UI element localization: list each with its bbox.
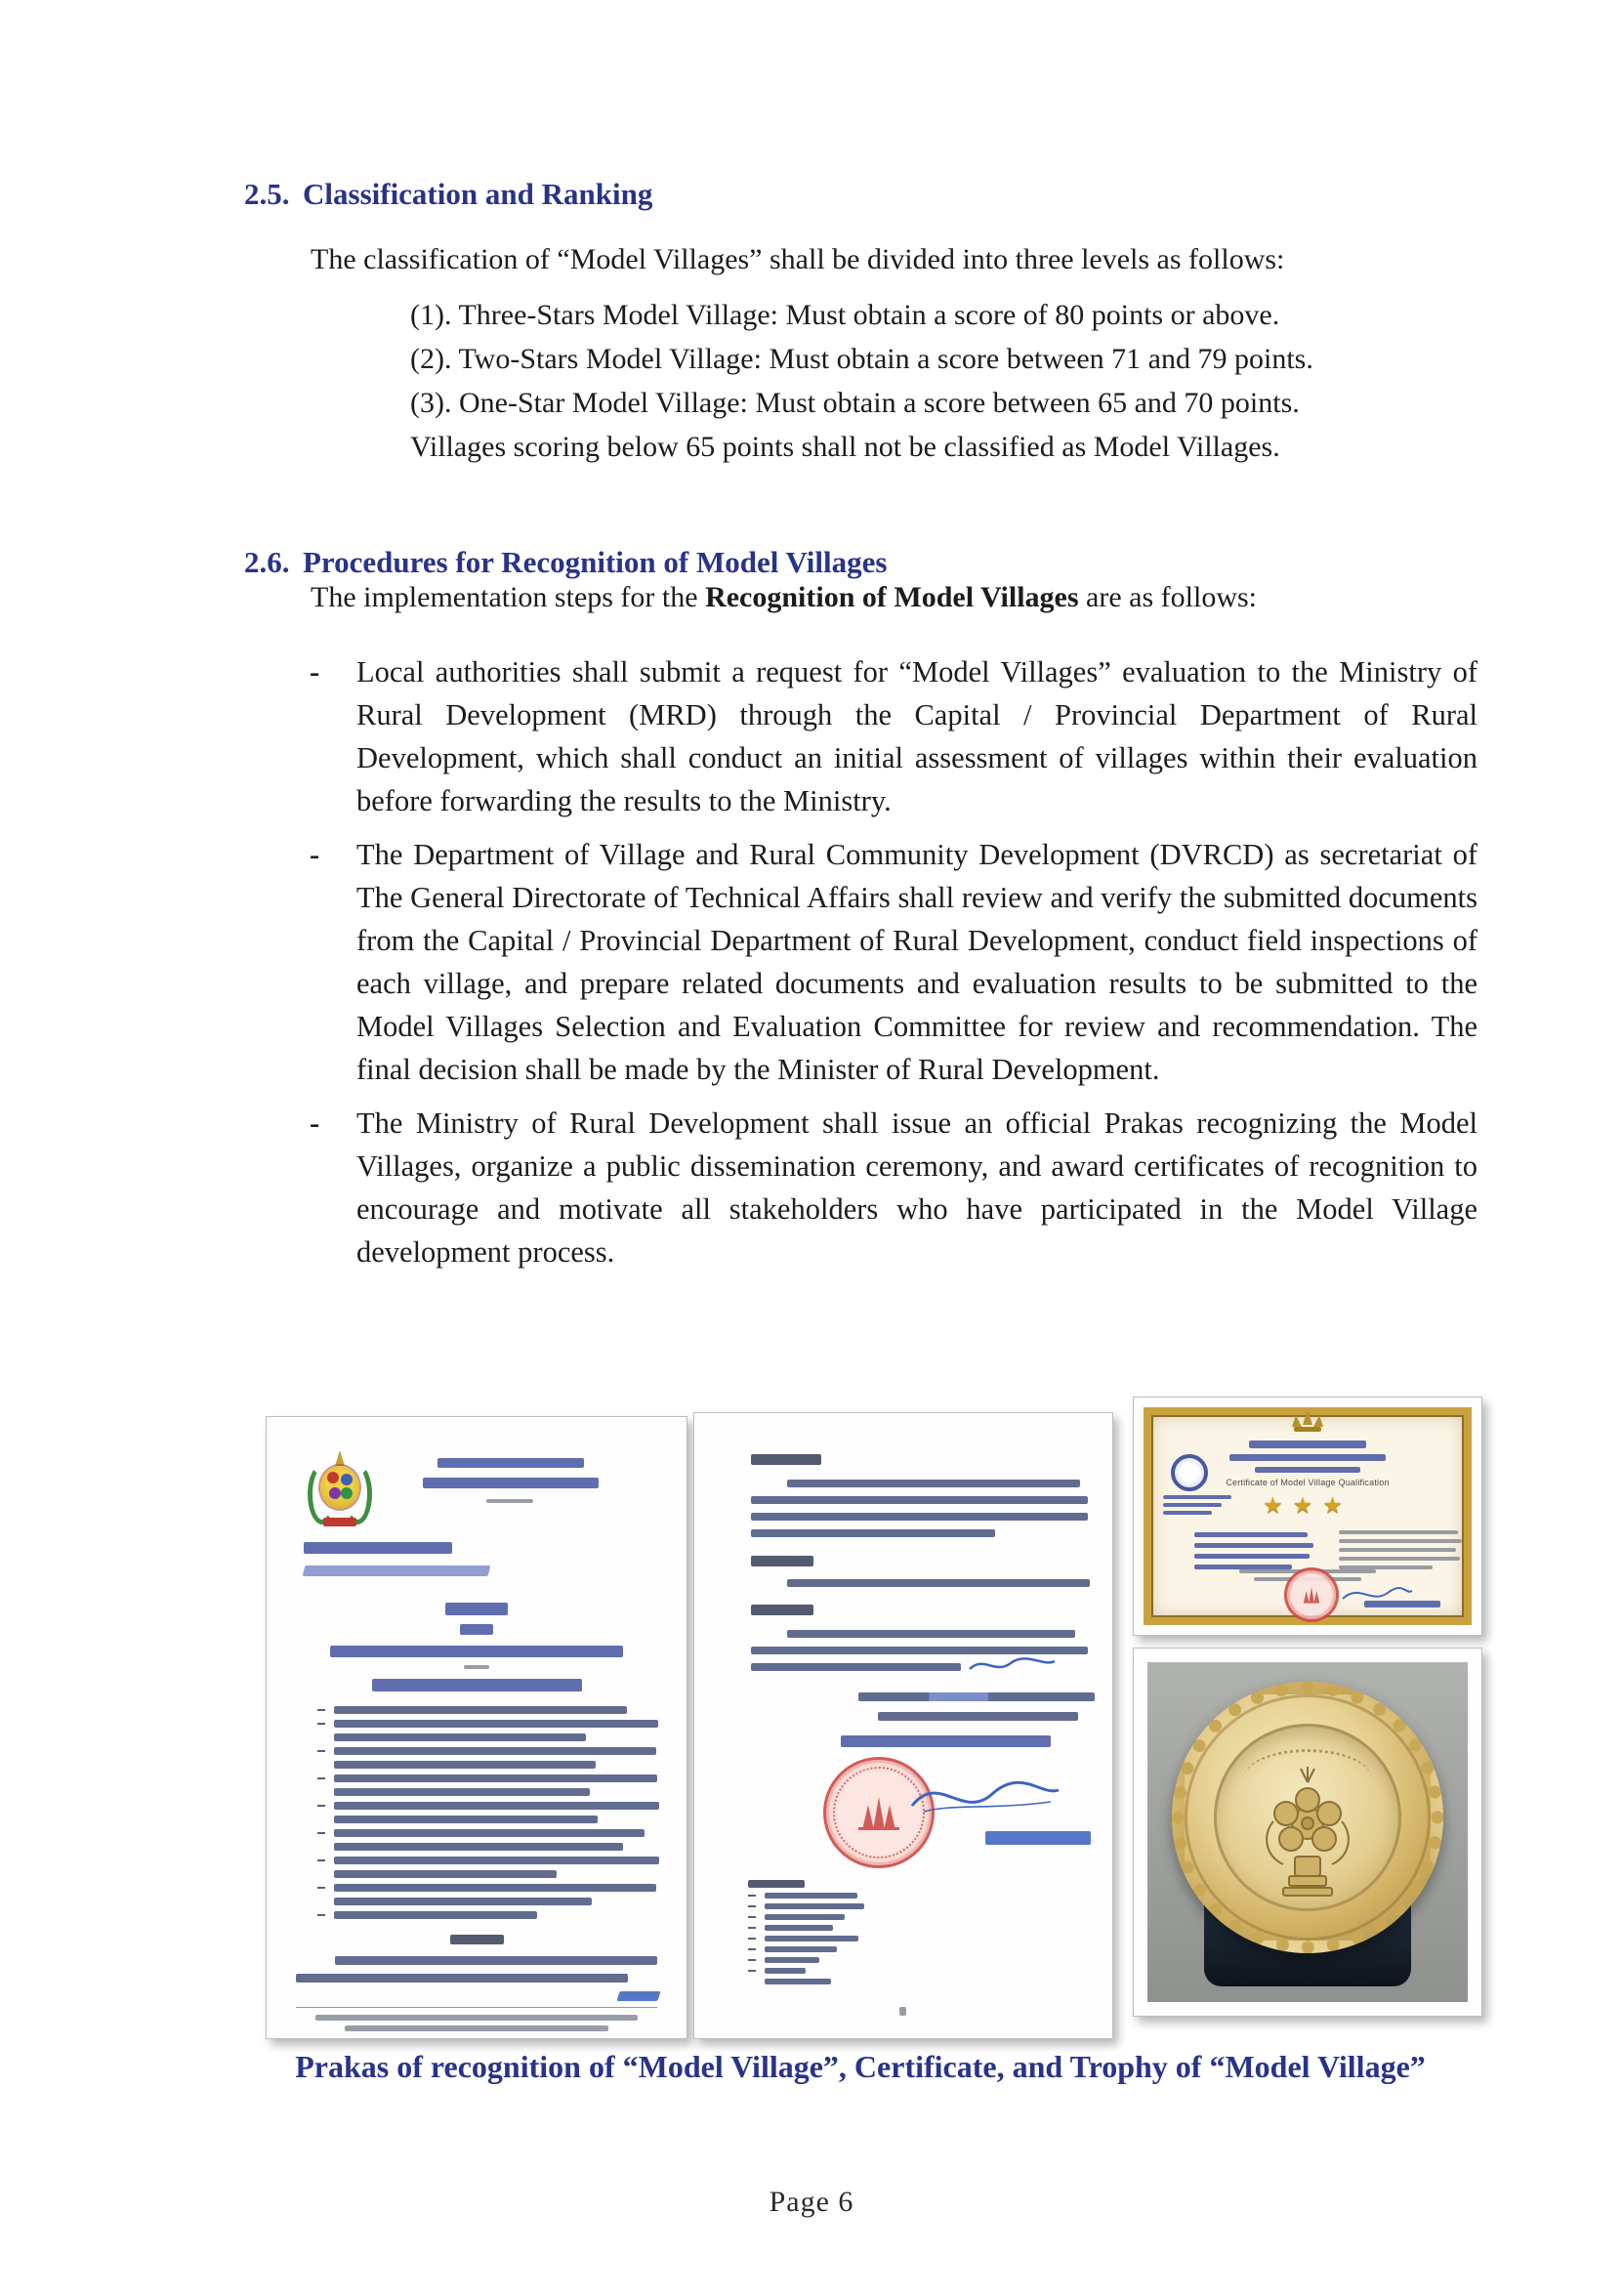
khmer-text-line xyxy=(765,1893,857,1899)
certificate-gold-frame xyxy=(1144,1407,1472,1625)
angkor-towers-icon xyxy=(1299,1586,1324,1604)
khmer-list-line xyxy=(317,1788,659,1796)
khmer-list-line xyxy=(317,1802,659,1810)
bullet-item: - The Department of Village and Rural Community Development (DVRCD) as secretariat of The General Directorate of Technical Affairs shall review and verify the submitted documents from the Capital / Provincial Department of Rural Development, conduct field inspections of each village, and prepare related documents and evaluation results to be submitted to the Model Villages Selection and Evaluation Committee for review and recommendation. The final decision shall be made by the Minister of Rural Development. xyxy=(310,833,1477,1091)
emblem-dot xyxy=(341,1487,353,1499)
khmer-text-line xyxy=(334,1733,586,1741)
khmer-list-line xyxy=(317,1857,659,1864)
trophy-gold-plate xyxy=(1172,1682,1443,1953)
figure-caption: Prakas of recognition of “Model Village”, Certificate, and Trophy of “Model Village” xyxy=(295,2049,1426,2084)
mrd-emblem-icon xyxy=(308,1450,372,1526)
bullet-item: - Local authorities shall submit a request for “Model Villages” evaluation to the Ministry of Rural Development (MRD) through the Capital / Provincial Department of Rural Development, which shall conduct an initial assessment of villages within their evaluation before forwarding the results to the Ministry. xyxy=(310,650,1477,822)
emblem-dot xyxy=(329,1487,341,1499)
khmer-text-line xyxy=(423,1478,599,1488)
list-item: (2). Two-Stars Model Village: Must obtain a score between 71 and 79 points. xyxy=(410,343,1313,375)
angkor-towers-icon xyxy=(853,1795,905,1830)
prakas-page-2-scan xyxy=(693,1412,1113,2039)
khmer-list-line xyxy=(317,1761,659,1769)
intro-suffix: are as follows: xyxy=(1078,581,1257,613)
khmer-text-line xyxy=(1194,1554,1310,1559)
distribution-list xyxy=(748,1880,864,1984)
prakas-title-line xyxy=(330,1646,623,1657)
trophy-plate-dish xyxy=(1214,1724,1401,1911)
section-number: 2.5. xyxy=(244,177,290,211)
emblem-ribbon xyxy=(323,1518,356,1526)
signature xyxy=(904,1767,1065,1825)
date-line xyxy=(878,1712,1078,1721)
khmer-text-line xyxy=(334,1857,659,1864)
khmer-list-line xyxy=(748,1893,864,1899)
scan-page-number xyxy=(899,2007,906,2016)
khmer-text-line xyxy=(748,1880,805,1888)
minister-name-line xyxy=(985,1831,1091,1845)
footer-address-line xyxy=(315,2015,638,2021)
khmer-text-line xyxy=(437,1458,584,1468)
emblem-dot xyxy=(341,1474,353,1485)
model-village-trophy xyxy=(1133,1648,1482,2017)
khmer-text-line xyxy=(765,1946,837,1952)
khmer-text-line xyxy=(334,1706,627,1714)
classification-levels-list xyxy=(410,293,1484,469)
divider-line xyxy=(486,1499,533,1503)
khmer-list-line xyxy=(317,1843,659,1851)
minister-title-line xyxy=(841,1735,1051,1747)
khmer-text-line xyxy=(450,1935,504,1944)
khmer-text-line xyxy=(751,1529,995,1537)
khmer-text-line xyxy=(334,1911,537,1919)
khmer-text-line xyxy=(334,1884,656,1892)
certificate-title-en: Certificate of Model Village Qualification xyxy=(1226,1478,1390,1487)
khmer-list-line xyxy=(317,1747,659,1755)
khmer-text-line xyxy=(765,1914,845,1920)
section-2-5-heading xyxy=(244,177,1475,212)
handwritten-number xyxy=(303,1565,491,1576)
emblem-shield xyxy=(320,1466,359,1509)
section-title: Procedures for Recognition of Model Villages xyxy=(303,545,888,579)
khmer-text-line xyxy=(335,1956,657,1965)
khmer-text-line xyxy=(334,1870,557,1878)
khmer-text-line xyxy=(765,1936,858,1941)
khmer-list-line xyxy=(317,1911,659,1919)
emblem-dot xyxy=(327,1472,339,1483)
khmer-list-line xyxy=(748,1936,864,1941)
khmer-text-line xyxy=(765,1968,806,1974)
khmer-text-line xyxy=(334,1802,659,1810)
certificate-seal-icon xyxy=(1284,1567,1339,1622)
khmer-text-line xyxy=(334,1720,658,1728)
khmer-list-line xyxy=(317,1774,659,1782)
section-title: Classification and Ranking xyxy=(303,177,653,211)
intro-bold: Recognition of Model Villages xyxy=(705,581,1079,613)
khmer-text-line xyxy=(334,1774,657,1782)
handwritten-initials xyxy=(616,1991,660,2001)
khmer-list-line xyxy=(317,1898,659,1905)
khmer-text-line xyxy=(1194,1543,1313,1548)
prakas-title-line xyxy=(445,1603,508,1615)
mrd-logo-icon xyxy=(1171,1454,1208,1491)
khmer-list-line xyxy=(748,1957,864,1963)
khmer-name-line xyxy=(1364,1601,1440,1607)
khmer-list-line xyxy=(317,1829,659,1837)
khmer-text-line xyxy=(334,1898,592,1905)
text-line xyxy=(1339,1539,1462,1543)
prakas-body-lines xyxy=(317,1706,659,1919)
khmer-text-line xyxy=(765,1925,833,1931)
list-item: (3). One-Star Model Village: Must obtain a score between 65 and 70 points. xyxy=(410,387,1300,419)
khmer-text-line xyxy=(751,1513,1088,1521)
khmer-text-line xyxy=(334,1829,645,1837)
text-line xyxy=(1339,1557,1460,1561)
khmer-list-line xyxy=(317,1884,659,1892)
section-2-5-intro: The classification of “Model Villages” shall be divided into three levels as follows: xyxy=(311,243,1285,275)
khmer-text-line xyxy=(296,1974,628,1983)
khmer-title-line xyxy=(1255,1467,1360,1473)
footer-rule xyxy=(296,2007,657,2008)
khmer-text-line xyxy=(751,1496,1088,1504)
khmer-list-line xyxy=(748,1979,864,1984)
khmer-text-line xyxy=(334,1843,623,1851)
khmer-list-line xyxy=(317,1816,659,1823)
footer-contact-line xyxy=(345,2025,608,2031)
khmer-text-line xyxy=(304,1542,452,1554)
list-item: (1). Three-Stars Model Village: Must obtain a score of 80 points or above. xyxy=(410,299,1280,331)
khmer-list-line xyxy=(748,1946,864,1952)
royal-arms-icon xyxy=(1290,1409,1325,1435)
khmer-text-line xyxy=(751,1663,961,1671)
emblem-spike xyxy=(335,1450,345,1466)
khmer-text-line xyxy=(787,1480,1080,1487)
khmer-text-line xyxy=(765,1903,864,1909)
intro-prefix: The implementation steps for the xyxy=(311,581,706,613)
date-line xyxy=(858,1692,1095,1701)
prakas-subtitle-line xyxy=(372,1679,582,1691)
khmer-text-line xyxy=(334,1747,656,1755)
page-number: Page 6 xyxy=(769,2186,854,2218)
certificate-left-text xyxy=(1194,1532,1313,1569)
khmer-article-heading xyxy=(751,1556,813,1566)
khmer-list-line xyxy=(748,1914,864,1920)
text-line xyxy=(1339,1548,1456,1552)
certificate-right-text xyxy=(1339,1530,1462,1569)
khmer-list-line xyxy=(748,1925,864,1931)
handwritten-note xyxy=(966,1653,1059,1677)
khmer-text-line xyxy=(1194,1532,1308,1537)
section-2-6-heading xyxy=(244,545,1475,580)
khmer-text-line xyxy=(334,1788,590,1796)
three-stars-rating: ★★★ xyxy=(1263,1493,1352,1519)
khmer-list-line xyxy=(317,1870,659,1878)
divider-line xyxy=(464,1665,489,1669)
khmer-text-line xyxy=(334,1761,596,1769)
text-line xyxy=(1339,1530,1458,1534)
khmer-list-line xyxy=(748,1903,864,1909)
section-2-6-intro xyxy=(311,576,1482,619)
khmer-title-line xyxy=(1229,1454,1386,1461)
khmer-text-line xyxy=(334,1816,598,1823)
trophy-photo xyxy=(1147,1662,1468,2002)
model-village-certificate xyxy=(1133,1397,1482,1636)
khmer-list-line xyxy=(317,1720,659,1728)
khmer-article-heading xyxy=(751,1605,813,1615)
prakas-title-line xyxy=(460,1624,493,1635)
section-number: 2.6. xyxy=(244,545,290,579)
bullet-item: - The Ministry of Rural Development shall issue an official Prakas recognizing the Model Villages, organize a public dissemination ceremony, and award certificates of recognition to encourage and motivate all stakeholders who have participated in the Model Village development process. xyxy=(310,1102,1477,1273)
khmer-list-line xyxy=(317,1733,659,1741)
khmer-list-line xyxy=(317,1706,659,1714)
khmer-text-line xyxy=(787,1630,1075,1638)
engraved-flower-ornament-icon xyxy=(1254,1767,1361,1903)
khmer-list-line xyxy=(748,1968,864,1974)
khmer-article-heading xyxy=(751,1454,821,1465)
khmer-text-line xyxy=(765,1979,831,1984)
khmer-text-line xyxy=(765,1957,819,1963)
list-item: Villages scoring below 65 points shall not be classified as Model Villages. xyxy=(410,431,1280,463)
procedure-bullets xyxy=(310,650,1477,1284)
khmer-text-line xyxy=(787,1579,1090,1587)
khmer-title-line xyxy=(1249,1440,1366,1448)
prakas-page-1-scan xyxy=(266,1416,687,2039)
